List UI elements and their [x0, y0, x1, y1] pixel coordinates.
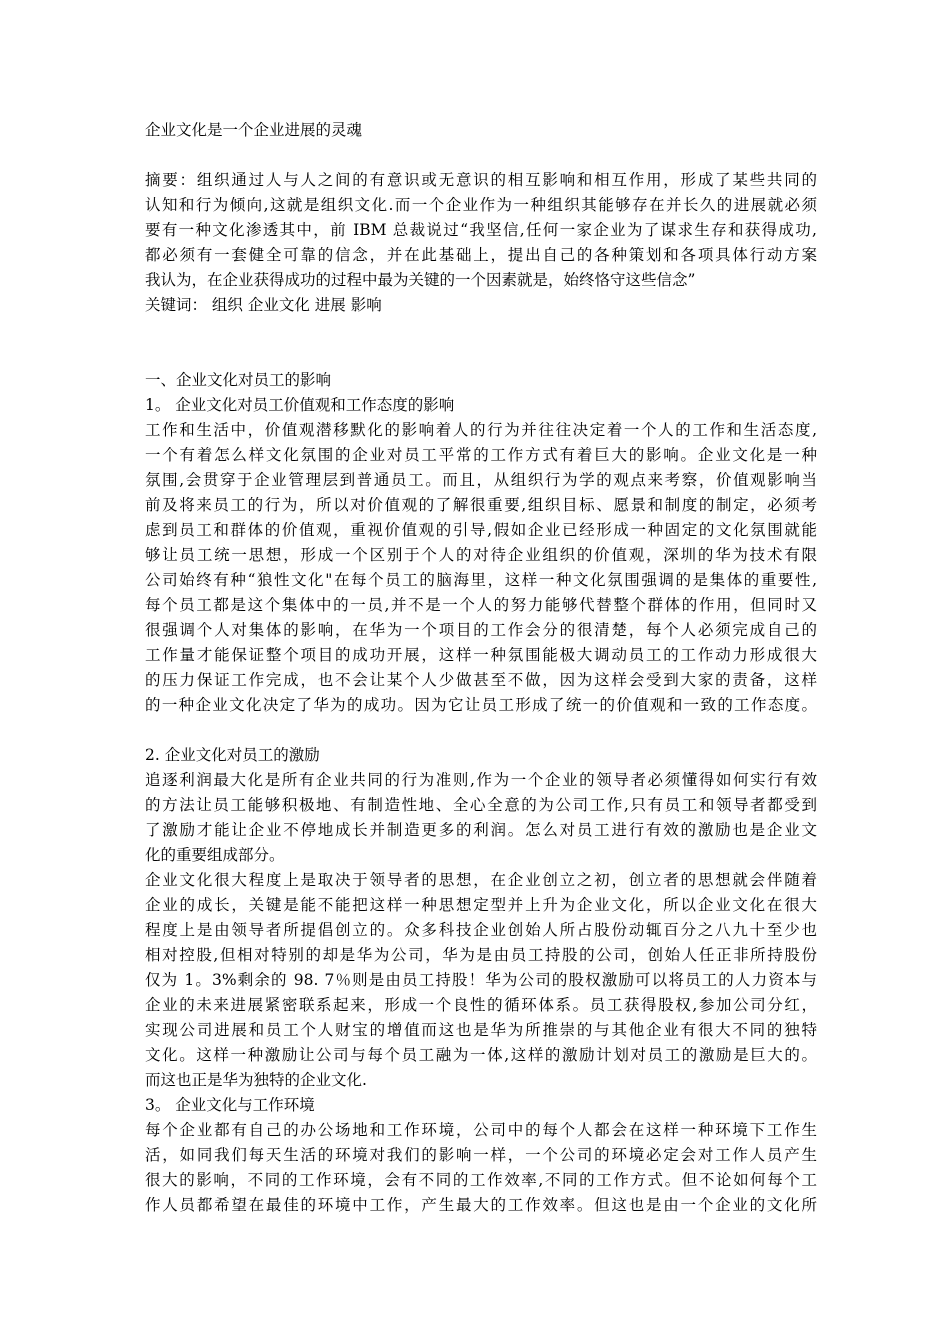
section-heading: 一、企业文化对员工的影响: [145, 371, 332, 389]
paragraph-line: 氛围,会贯穿于企业管理层到普通员工。而且，从组织行为学的观点来考察，价值观影响当: [145, 471, 817, 489]
abstract-paragraph: [145, 168, 817, 293]
paragraph-line: 每个企业都有自己的办公场地和工作环境，公司中的每个人都会在这样一种环境下工作生: [145, 1121, 817, 1139]
paragraph-line: 文化。这样一种激励让公司与每个员工融为一体,这样的激励计划对员工的激励是巨大的。: [145, 1046, 817, 1064]
spacer: [145, 143, 817, 168]
abstract-line: 我认为，在企业获得成功的过程中最为关键的一个因素就是，始终恪守这些信念”: [145, 271, 696, 289]
body-paragraph: [145, 768, 817, 868]
paragraph-line: 很大的影响，不同的工作环境，会有不同的工作效率,不同的工作方式。但不论如何每个工: [145, 1171, 817, 1189]
abstract-line: 认知和行为倾向,这就是组织文化.而一个企业作为一种组织其能够存在并长久的进展就必须: [145, 196, 817, 214]
paragraph-line: 够让员工统一思想，形成一个区别于个人的对待企业组织的价值观，深圳的华为技术有限: [145, 546, 817, 564]
paragraph-line: 程度上是由领导者所提倡创立的。众多科技企业创始人所占股份动辄百分之八九十至少也: [145, 921, 817, 939]
paragraph-line: 实现公司进展和员工个人财宝的增值而这也是华为所推崇的与其他企业有很大不同的独特: [145, 1021, 817, 1039]
body-paragraph: [145, 868, 817, 1093]
paragraph-line: 了激励才能让企业不停地成长并制造更多的利润。怎么对员工进行有效的激励也是企业文: [145, 821, 817, 839]
paragraph-line: 企业文化很大程度上是取决于领导者的思想，在企业创立之初，创立者的思想就会伴随着: [145, 871, 817, 889]
keywords: 关键词： 组织 企业文化 进展 影响: [145, 296, 382, 314]
paragraph-line: 活，如同我们每天生活的环境对我们的影响一样，一个公司的环境必定会对工作人员产生: [145, 1146, 817, 1164]
subsection-heading: 1。 企业文化对员工价值观和工作态度的影响: [145, 396, 455, 414]
paragraph-line: 工作量才能保证整个项目的成功开展，这样一种氛围能极大调动员工的工作动力形成很大: [145, 646, 817, 664]
paragraph-line: 仅为 1。3%剩余的 98. 7％则是由员工持股！华为公司的股权激励可以将员工的人力资本与: [145, 971, 817, 989]
subsection-heading: 3。 企业文化与工作环境: [145, 1096, 315, 1114]
body-paragraph: [145, 418, 817, 718]
spacer: [145, 318, 817, 343]
abstract-line: 要有一种文化渗透其中，前 IBM 总裁说过“我坚信,任何一家企业为了谋求生存和获得成功,: [145, 221, 817, 239]
paragraph-line: 公司始终有种“狼性文化"在每个员工的脑海里，这样一种文化氛围强调的是集体的重要性,: [145, 571, 817, 589]
paragraph-line: 前及将来员工的行为，所以对价值观的了解很重要,组织目标、愿景和制度的制定，必须考: [145, 496, 817, 514]
paragraph-line: 一个有着怎么样文化氛围的企业对员工平常的工作方式有着巨大的影响。企业文化是一种: [145, 446, 817, 464]
paragraph-line: 企业的未来进展紧密联系起来，形成一个良性的循环体系。员工获得股权,参加公司分红，: [145, 996, 817, 1014]
paragraph-line: 企业的成长，关键是能不能把这样一种思想定型并上升为企业文化，所以企业文化在很大: [145, 896, 817, 914]
paragraph-line: 化的重要组成部分。: [145, 846, 285, 864]
abstract-line: 摘要：组织通过人与人之间的有意识或无意识的相互影响和相互作用，形成了某些共同的: [145, 171, 817, 189]
paragraph-line: 而这也正是华为独特的企业文化.: [145, 1071, 367, 1089]
spacer: [145, 718, 817, 743]
document-title: 企业文化是一个企业进展的灵魂: [145, 121, 363, 139]
body-paragraph: [145, 1118, 817, 1218]
paragraph-line: 作人员都希望在最佳的环境中工作，产生最大的工作效率。但这也是由一个企业的文化所: [145, 1196, 817, 1214]
paragraph-line: 每个员工都是这个集体中的一员,并不是一个人的努力能够代替整个群体的作用，但同时又: [145, 596, 817, 614]
document-page: [145, 118, 817, 1218]
paragraph-line: 的方法让员工能够积极地、有制造性地、全心全意的为公司工作,只有员工和领导者都受到: [145, 796, 817, 814]
paragraph-line: 的一种企业文化决定了华为的成功。因为它让员工形成了统一的价值观和一致的工作态度。: [145, 696, 817, 714]
paragraph-line: 工作和生活中，价值观潜移默化的影响着人的行为并往往决定着一个人的工作和生活态度,: [145, 421, 817, 439]
abstract-line: 都必须有一套健全可靠的信念，并在此基础上，提出自己的各种策划和各项具体行动方案: [145, 246, 817, 264]
paragraph-line: 的压力保证工作完成，也不会让某个人少做甚至不做，因为这样会受到大家的责备，这样: [145, 671, 817, 689]
paragraph-line: 相对控股,但相对特别的却是华为公司，华为是由员工持股的公司，创始人任正非所持股份: [145, 946, 817, 964]
subsection-heading: 2. 企业文化对员工的激励: [145, 746, 320, 764]
paragraph-line: 虑到员工和群体的价值观，重视价值观的引导,假如企业已经形成一种固定的文化氛围就能: [145, 521, 817, 539]
spacer: [145, 343, 817, 368]
paragraph-line: 追逐利润最大化是所有企业共同的行为准则,作为一个企业的领导者必须懂得如何实行有效: [145, 771, 817, 789]
paragraph-line: 很强调个人对集体的影响，在华为一个项目的工作会分的很清楚，每个人必须完成自己的: [145, 621, 817, 639]
